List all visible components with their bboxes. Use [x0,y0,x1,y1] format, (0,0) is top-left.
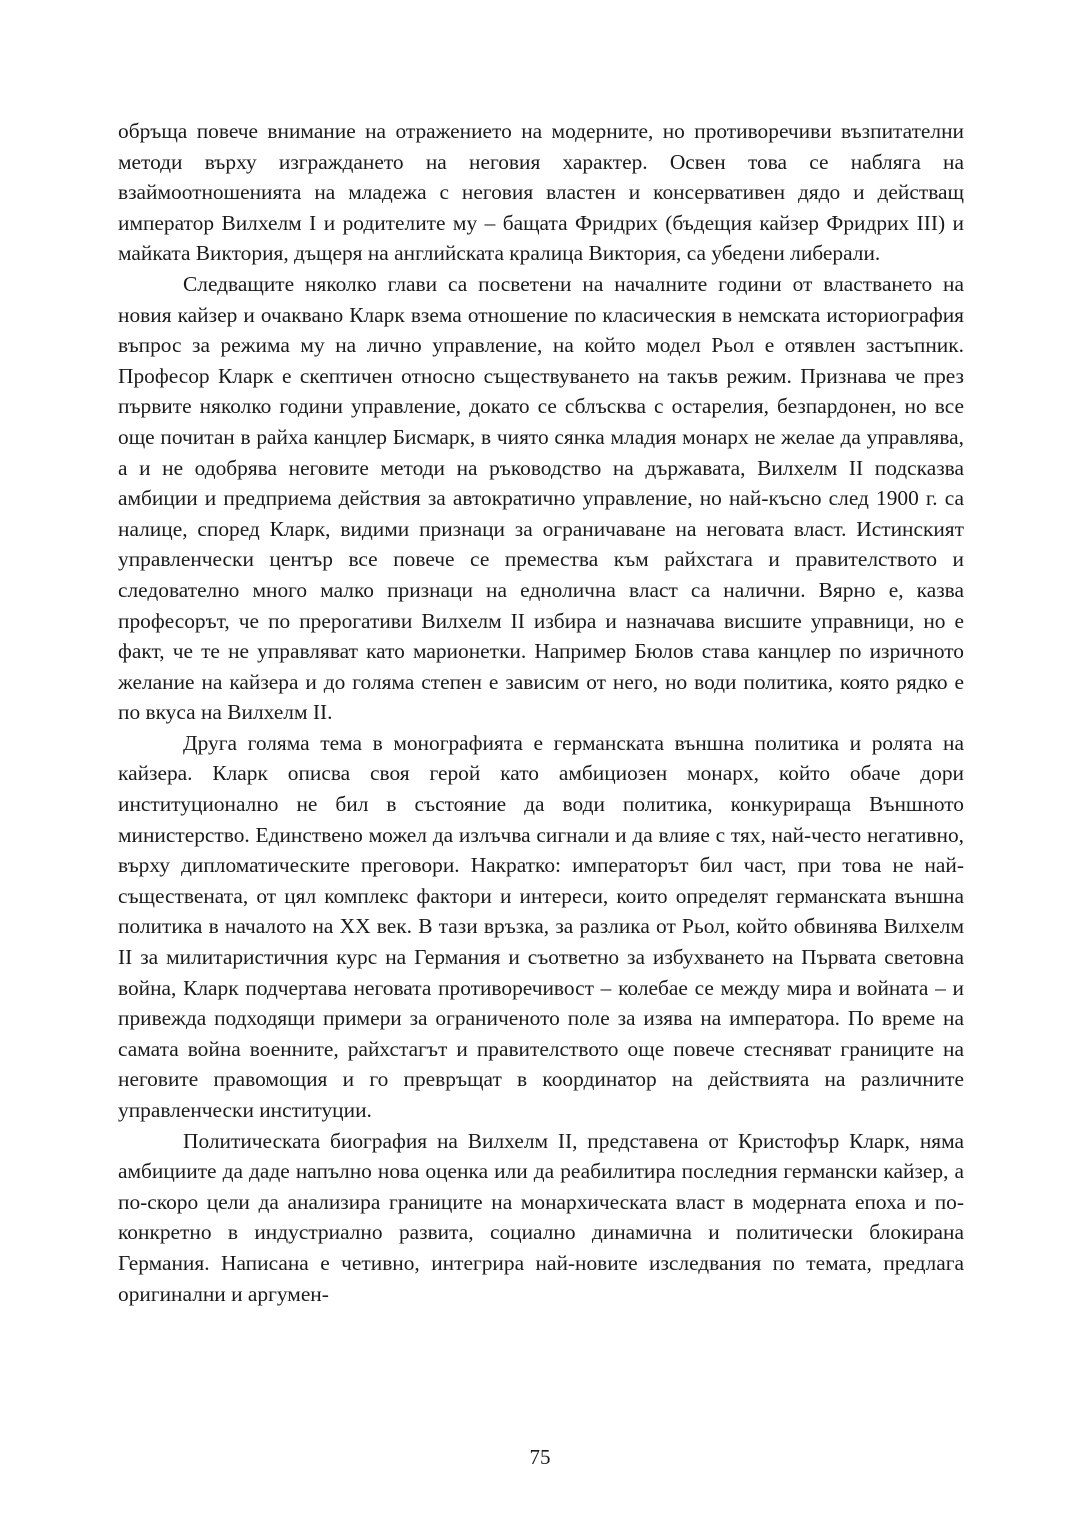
paragraph-1: обръща повече внимание на отражението на модерните, но противоречиви възпитателни методи върху изграждането на неговия характер. Освен това се набляга на взаймоотношенията на младежа с неговия властен и консервативен дядо и действащ император Вилхелм I и родителите му – бащата Фридрих (бъдещия кайзер Фридрих III) и майката Виктория, дъщеря на английската кралица Виктория, са убедени либерали. [118,119,964,266]
page-number: 75 [529,1445,551,1469]
paragraph-3: Друга голяма тема в монографията е германската външна политика и ролята на кайзера. Кларк описва своя герой като амбициозен монарх, който обаче дори институционално не бил в състояние да води политика, конкурираща Външното министерство. Единствено можел да излъчва сигнали и да влияе с тях, най-често негативно, върху дипломатическите преговори. Накратко: императорът бил част, при това не най-съществената, от цял комплекс фактори и интереси, които определят германската външна политика в началото на XX век. В тази връзка, за разлика от Рьол, който обвинява Вилхелм II за милитаристичния курс на Германия и съответно за избухването на Първата световна война, Кларк подчертава неговата противоречивост – колебае се между мира и войната – и привежда подходящи примери за ограниченото поле за изява на императора. По време на самата война военните, райхстагът и правителството още повече стесняват границите на неговите правомощия и го превръщат в координатор на действията на различните управленчески институции. [118,730,964,1122]
paragraph-4: Политическата биография на Вилхелм II, представена от Кристофър Кларк, няма амбициите да даде напълно нова оценка или да реабилитира последния германски кайзер, а по-скоро цели да анализира границите на монархическата власт в модерната епоха и по-конкретно в индустриално развита, социално динамична и политически блокирана Германия. Написана е четивно, интегрира най-новите изследвания по темата, предлага оригинални и аргумен- [118,1128,964,1306]
paragraph-2: Следващите няколко глави са посветени на началните години от властването на новия кайзер и очаквано Кларк взема отношение по класическия в немската историография въпрос за режима му на лично управление, на който модел Рьол е отявлен застъпник. Професор Кларк е скептичен относно съществуването на такъв режим. Признава че през първите няколко години управление, докато се сблъсква с остарелия, безпардонен, но все още почитан в райха канцлер Бисмарк, в чиято сянка младия монарх не желае да управлява, а и не одобрява неговите методи на ръководство на държавата, Вилхелм II подсказва амбиции и предприема действия за автократично управление, но най-късно след 1900 г. са налице, според Кларк, видими признаци за ограничаване на неговата власт. Истинският управленчески център все повече се премества към райхстага и правителството и следователно много малко признаци на еднолична власт са налични. Вярно е, казва професорът, че по прерогативи Вилхелм II избира и назначава висшите управници, но е факт, че те не управляват като марионетки. Например Бюлов става канцлер по изричното желание на кайзера и до голяма степен е зависим от него, но води политика, която рядко е по вкуса на Вилхелм II. [118,271,964,725]
page-body [118,116,964,1309]
